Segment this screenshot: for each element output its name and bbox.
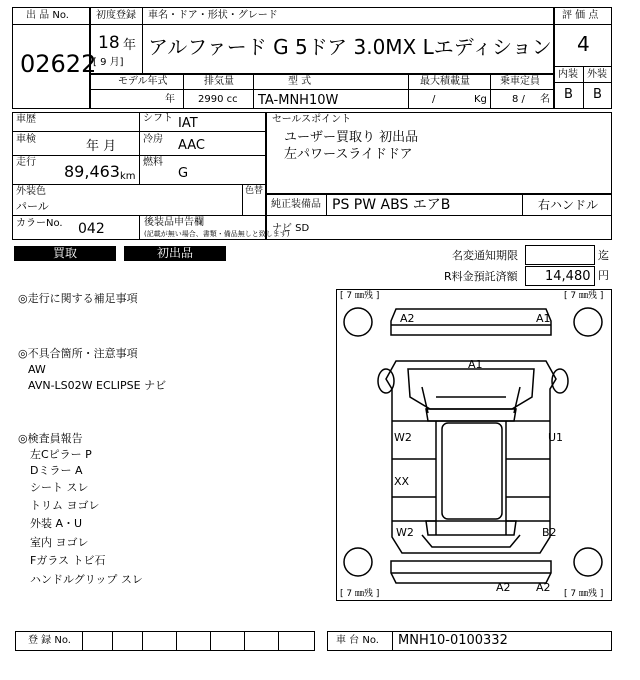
- color: パール: [16, 200, 49, 213]
- ac: AAC: [178, 138, 205, 153]
- history-label: 車歴: [16, 114, 36, 125]
- displacement-label: 排気量: [204, 76, 234, 87]
- max-load-unit: Kg: [474, 94, 487, 105]
- max-load: /: [432, 94, 436, 105]
- inspector-note-6: 室内 ヨゴレ: [30, 536, 89, 549]
- mark-right-front-door: U1: [548, 431, 564, 444]
- type-label: 型 式: [288, 76, 312, 87]
- inspector-note-5: 外装 A・U: [30, 517, 83, 530]
- inspector-note-7: Fガラス トビ石: [30, 554, 106, 567]
- defects-title: ◎不具合箇所・注意事項: [18, 347, 138, 360]
- wheel-rr: [574, 548, 602, 576]
- tire-fr-label: [ 7 ㎜残 ]: [564, 291, 604, 301]
- wheel-fl: [344, 308, 372, 336]
- recycle-value: 14,480: [545, 269, 591, 284]
- overall-score: 4: [577, 32, 590, 56]
- vehicle-name-label: 車名・ドア・形状・グレード: [148, 10, 278, 21]
- shift-label: シフト: [143, 113, 173, 124]
- mark-right-rear-quarter: B2: [542, 526, 557, 539]
- mark-hood: A1: [468, 358, 483, 371]
- max-load-label: 最大積載量: [420, 76, 470, 87]
- body-outline: [386, 361, 556, 553]
- first-reg-month: [ 9 月]: [93, 57, 124, 68]
- inspection-value: 年 月: [86, 139, 117, 154]
- rear-glass: [426, 521, 516, 535]
- transfer-value-box: [525, 245, 595, 265]
- mark-left-rear-door: XX: [394, 475, 410, 488]
- ac-label: 冷房: [143, 134, 163, 145]
- sales-point-2: 左パワースライドドア: [284, 147, 413, 162]
- color-no: 042: [78, 221, 105, 237]
- year-unit: 年: [123, 38, 137, 53]
- mark-rear-bumper-right: A2: [536, 581, 551, 594]
- exterior-label: 外装: [587, 69, 607, 80]
- recycle-unit: 円: [598, 269, 609, 282]
- tag-first-listing: 初出品: [124, 246, 226, 261]
- sales-point-1: ユーザー買取り 初出品: [284, 130, 419, 145]
- vehicle-name: アルファード G 5ドア 3.0MX Lエディション: [148, 35, 552, 59]
- exterior-grade: B: [593, 87, 602, 102]
- chassis-label: 車 台 No.: [336, 635, 379, 646]
- sales-point-label: セールスポイント: [272, 114, 352, 125]
- mileage: 89,463: [64, 162, 120, 181]
- inspector-note-4: トリム ヨゴレ: [30, 499, 100, 512]
- displacement: 2990 cc: [198, 94, 238, 105]
- lot-no-label: 出 品 No.: [26, 10, 69, 21]
- score-label: 評 価 点: [562, 10, 599, 21]
- wheel-fr: [574, 308, 602, 336]
- first-reg-label: 初度登録: [96, 10, 136, 21]
- equipment: PS PW ABS エアB: [332, 197, 451, 213]
- chassis-no: MNH10-0100332: [398, 633, 508, 648]
- handle: 右ハンドル: [538, 198, 599, 212]
- shift: IAT: [178, 116, 198, 131]
- mark-left-front-door: W2: [394, 431, 412, 444]
- hood-outline: [408, 369, 534, 409]
- first-reg-year: 18: [98, 33, 120, 53]
- tire-rl-label: [ 7 ㎜残 ]: [340, 589, 380, 599]
- aftermarket-note: (記載が無い場合、書類・備品無しと致します): [144, 230, 290, 238]
- inspector-title: ◎検査員報告: [18, 432, 83, 445]
- color-label: 外装色: [16, 186, 46, 197]
- front-bumper-outline: [391, 309, 551, 335]
- mark-front-bumper-left: A2: [400, 312, 415, 325]
- inspector-note-8: ハンドルグリップ スレ: [30, 573, 143, 586]
- aftermarket-items: ナビ SD: [272, 223, 310, 234]
- tire-rr-label: [ 7 ㎜残 ]: [564, 589, 604, 599]
- tire-fl-label: [ 7 ㎜残 ]: [340, 291, 380, 301]
- fuel-label: 燃料: [143, 157, 163, 168]
- transfer-label: 名変通知期限: [452, 249, 518, 262]
- mark-rear-bumper-left: A2: [496, 581, 511, 594]
- interior-grade: B: [564, 87, 573, 102]
- inspection-label: 車検: [16, 134, 36, 145]
- type-value: TA-MNH10W: [258, 93, 339, 108]
- windshield: [426, 409, 516, 421]
- inspector-note-3: シート スレ: [30, 481, 89, 494]
- capacity: 8 /: [512, 94, 525, 105]
- capacity-label: 乗車定員: [500, 76, 540, 87]
- rear-bumper-outline: [391, 561, 551, 583]
- mark-front-bumper-right: A1: [536, 312, 551, 325]
- driving-notes-title: ◎走行に関する補足事項: [18, 292, 138, 305]
- mileage-unit: km: [120, 171, 136, 182]
- reg-no-label: 登 録 No.: [28, 635, 71, 646]
- recolor-label: 色替: [245, 186, 264, 196]
- color-no-label: カラーNo.: [16, 218, 63, 229]
- mark-left-rear-quarter: W2: [396, 526, 414, 539]
- fuel: G: [178, 166, 189, 181]
- aftermarket-label: 後装品申告欄: [144, 217, 204, 228]
- tag-buyback: 買取: [14, 246, 116, 261]
- equipment-label: 純正装備品: [271, 199, 321, 210]
- roof: [442, 423, 502, 519]
- inspector-note-1: 左Cピラー P: [30, 448, 92, 461]
- model-year-unit: 年: [165, 94, 175, 105]
- recycle-label: R料金預託済額: [444, 270, 518, 283]
- inspector-note-2: Dミラー A: [30, 464, 83, 477]
- capacity-unit: 名: [540, 94, 550, 105]
- wheel-rl: [344, 548, 372, 576]
- defect-2: AVN-LS02W ECLIPSE ナビ: [28, 379, 167, 392]
- transfer-unit: 迄: [598, 249, 609, 262]
- interior-label: 内装: [558, 69, 578, 80]
- car-damage-diagram: [336, 289, 612, 601]
- model-year-label: モデル年式: [118, 76, 168, 87]
- defect-1: AW: [28, 363, 46, 376]
- lot-no: 02622: [20, 50, 97, 78]
- mileage-label: 走行: [16, 157, 36, 168]
